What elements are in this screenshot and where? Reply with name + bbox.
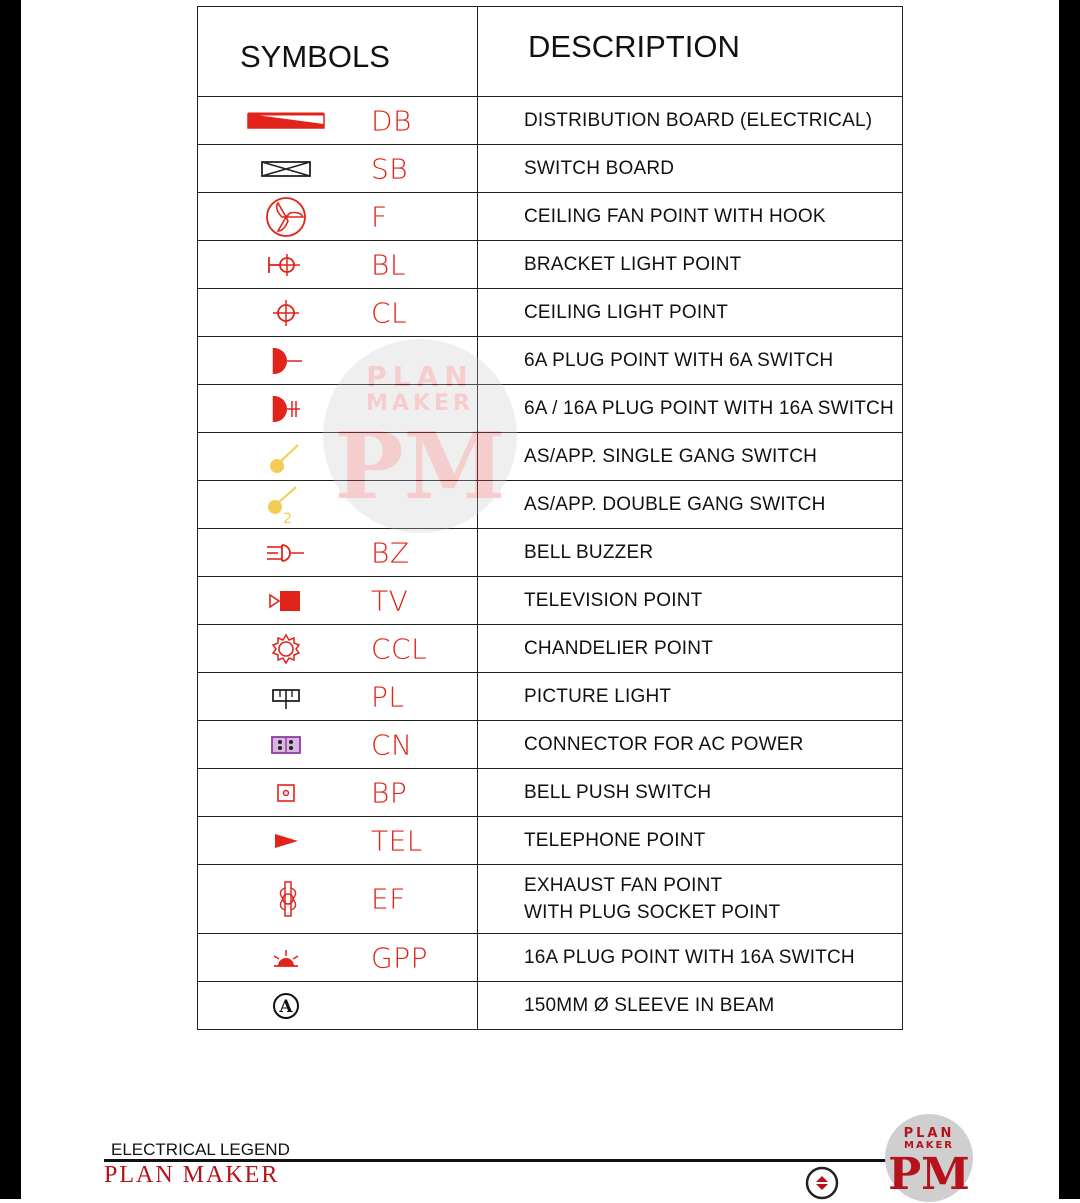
table-row <box>198 817 903 865</box>
plug-6a-icon <box>246 343 326 379</box>
switch-board-icon <box>246 151 326 187</box>
switch-gang-count: 2 <box>283 510 292 525</box>
description-cell <box>478 865 903 934</box>
plug-16a-icon <box>246 391 326 427</box>
description-text: CHANDELIER POINT <box>524 638 714 659</box>
symbols-header: SYMBOLS <box>198 7 478 97</box>
description-text: 150MM Ø SLEEVE IN BEAM <box>524 995 775 1016</box>
symbol-cell <box>198 145 478 193</box>
ac-connector-icon <box>246 727 326 763</box>
table-row <box>198 865 903 934</box>
symbol-code: PL <box>371 680 405 713</box>
table-row <box>198 673 903 721</box>
table-row <box>198 289 903 337</box>
description-cell <box>478 241 903 289</box>
symbol-code: GPP <box>371 941 428 974</box>
table-row <box>198 721 903 769</box>
left-border-bar <box>0 0 21 1199</box>
symbol-cell <box>198 241 478 289</box>
ceiling-fan-icon <box>246 199 326 235</box>
description-text: AS/APP. DOUBLE GANG SWITCH <box>524 494 826 515</box>
gpp-icon <box>246 940 326 976</box>
description-cell <box>478 673 903 721</box>
symbol-code: CCL <box>371 632 428 665</box>
table-row <box>198 97 903 145</box>
description-text: WITH PLUG SOCKET POINT <box>524 902 781 923</box>
distribution-board-icon <box>246 103 326 139</box>
plan-maker-logo <box>884 1113 974 1203</box>
telephone-icon <box>246 823 326 859</box>
description-text: 6A PLUG POINT WITH 6A SWITCH <box>524 350 834 371</box>
table-row <box>198 625 903 673</box>
symbol-cell <box>198 193 478 241</box>
description-text: CONNECTOR FOR AC POWER <box>524 734 804 755</box>
symbol-code: DB <box>371 104 412 137</box>
table-row <box>198 769 903 817</box>
description-text: PICTURE LIGHT <box>524 686 672 707</box>
description-text: CEILING LIGHT POINT <box>524 302 729 323</box>
symbol-cell <box>198 982 478 1030</box>
double-gang-switch-icon <box>246 487 326 523</box>
symbol-code: BP <box>371 776 408 809</box>
description-text: BRACKET LIGHT POINT <box>524 254 742 275</box>
electrical-legend-table <box>197 6 903 1030</box>
description-cell <box>478 289 903 337</box>
table-row <box>198 529 903 577</box>
description-header: DESCRIPTION <box>478 7 903 97</box>
ceiling-light-icon <box>246 295 326 331</box>
description-cell <box>478 97 903 145</box>
symbol-code: F <box>371 200 388 233</box>
chandelier-icon <box>246 631 326 667</box>
bell-push-icon <box>246 775 326 811</box>
bell-buzzer-icon <box>246 535 326 571</box>
table-row <box>198 193 903 241</box>
table-row <box>198 577 903 625</box>
table-header-row <box>198 7 903 97</box>
symbol-cell <box>198 817 478 865</box>
television-icon <box>246 583 326 619</box>
single-gang-switch-icon <box>246 439 326 475</box>
symbol-code: TV <box>371 584 409 617</box>
description-cell <box>478 625 903 673</box>
emblem-icon <box>805 1166 839 1200</box>
symbol-cell <box>198 721 478 769</box>
description-text: TELEPHONE POINT <box>524 830 706 851</box>
table-row <box>198 433 903 481</box>
picture-light-icon <box>246 679 326 715</box>
description-cell <box>478 481 903 529</box>
exhaust-fan-icon <box>246 881 326 917</box>
description-text: EXHAUST FAN POINT <box>524 875 723 896</box>
description-text: BELL PUSH SWITCH <box>524 782 712 803</box>
description-cell <box>478 577 903 625</box>
table-row <box>198 934 903 982</box>
sleeve-mark-letter: A <box>279 996 293 1017</box>
description-text: TELEVISION POINT <box>524 590 703 611</box>
description-text: BELL BUZZER <box>524 542 654 563</box>
description-cell <box>478 769 903 817</box>
logo-line1: PLAN <box>903 1126 955 1141</box>
watermark-line1: PLAN <box>366 360 474 393</box>
symbol-cell <box>198 97 478 145</box>
description-text: CEILING FAN POINT WITH HOOK <box>524 206 826 227</box>
description-text: 16A PLUG POINT WITH 16A SWITCH <box>524 947 855 968</box>
description-cell <box>478 193 903 241</box>
symbol-code: BZ <box>371 536 410 569</box>
symbol-cell <box>198 337 478 385</box>
symbol-cell <box>198 865 478 934</box>
footer-title: ELECTRICAL LEGEND <box>111 1140 290 1159</box>
table-row <box>198 982 903 1030</box>
description-text: SWITCH BOARD <box>524 158 675 179</box>
description-cell <box>478 145 903 193</box>
logo-monogram: PM <box>888 1149 970 1200</box>
description-cell <box>478 529 903 577</box>
symbol-cell <box>198 673 478 721</box>
symbol-cell <box>198 385 478 433</box>
symbol-cell <box>198 934 478 982</box>
watermark-line2: MAKER <box>366 391 474 416</box>
symbol-cell <box>198 433 478 481</box>
description-text: 6A / 16A PLUG POINT WITH 16A SWITCH <box>524 398 894 419</box>
table-row <box>198 385 903 433</box>
symbol-cell <box>198 529 478 577</box>
description-cell <box>478 982 903 1030</box>
symbol-cell <box>198 289 478 337</box>
description-text: AS/APP. SINGLE GANG SWITCH <box>524 446 818 467</box>
symbol-cell <box>198 769 478 817</box>
description-cell <box>478 817 903 865</box>
logo-line2: MAKER <box>904 1140 954 1151</box>
table-row <box>198 337 903 385</box>
description-cell <box>478 337 903 385</box>
description-text: DISTRIBUTION BOARD (ELECTRICAL) <box>524 110 873 131</box>
bracket-light-icon <box>246 247 326 283</box>
description-cell <box>478 385 903 433</box>
description-cell <box>478 721 903 769</box>
symbol-cell <box>198 577 478 625</box>
table-row <box>198 241 903 289</box>
symbol-code: SB <box>371 152 409 185</box>
symbol-code: TEL <box>371 824 423 857</box>
symbol-cell <box>198 481 478 529</box>
right-border-bar <box>1059 0 1080 1199</box>
table-row <box>198 145 903 193</box>
symbol-cell <box>198 625 478 673</box>
table-row <box>198 481 903 529</box>
symbol-code: CN <box>371 728 413 761</box>
description-cell <box>478 433 903 481</box>
description-cell <box>478 934 903 982</box>
watermark-monogram: PM <box>334 412 506 520</box>
footer-brand: PLAN MAKER <box>104 1162 280 1188</box>
symbol-code: BL <box>371 248 406 281</box>
symbol-code: CL <box>371 296 408 329</box>
sleeve-a-icon <box>246 988 326 1024</box>
symbol-code: EF <box>371 882 406 916</box>
